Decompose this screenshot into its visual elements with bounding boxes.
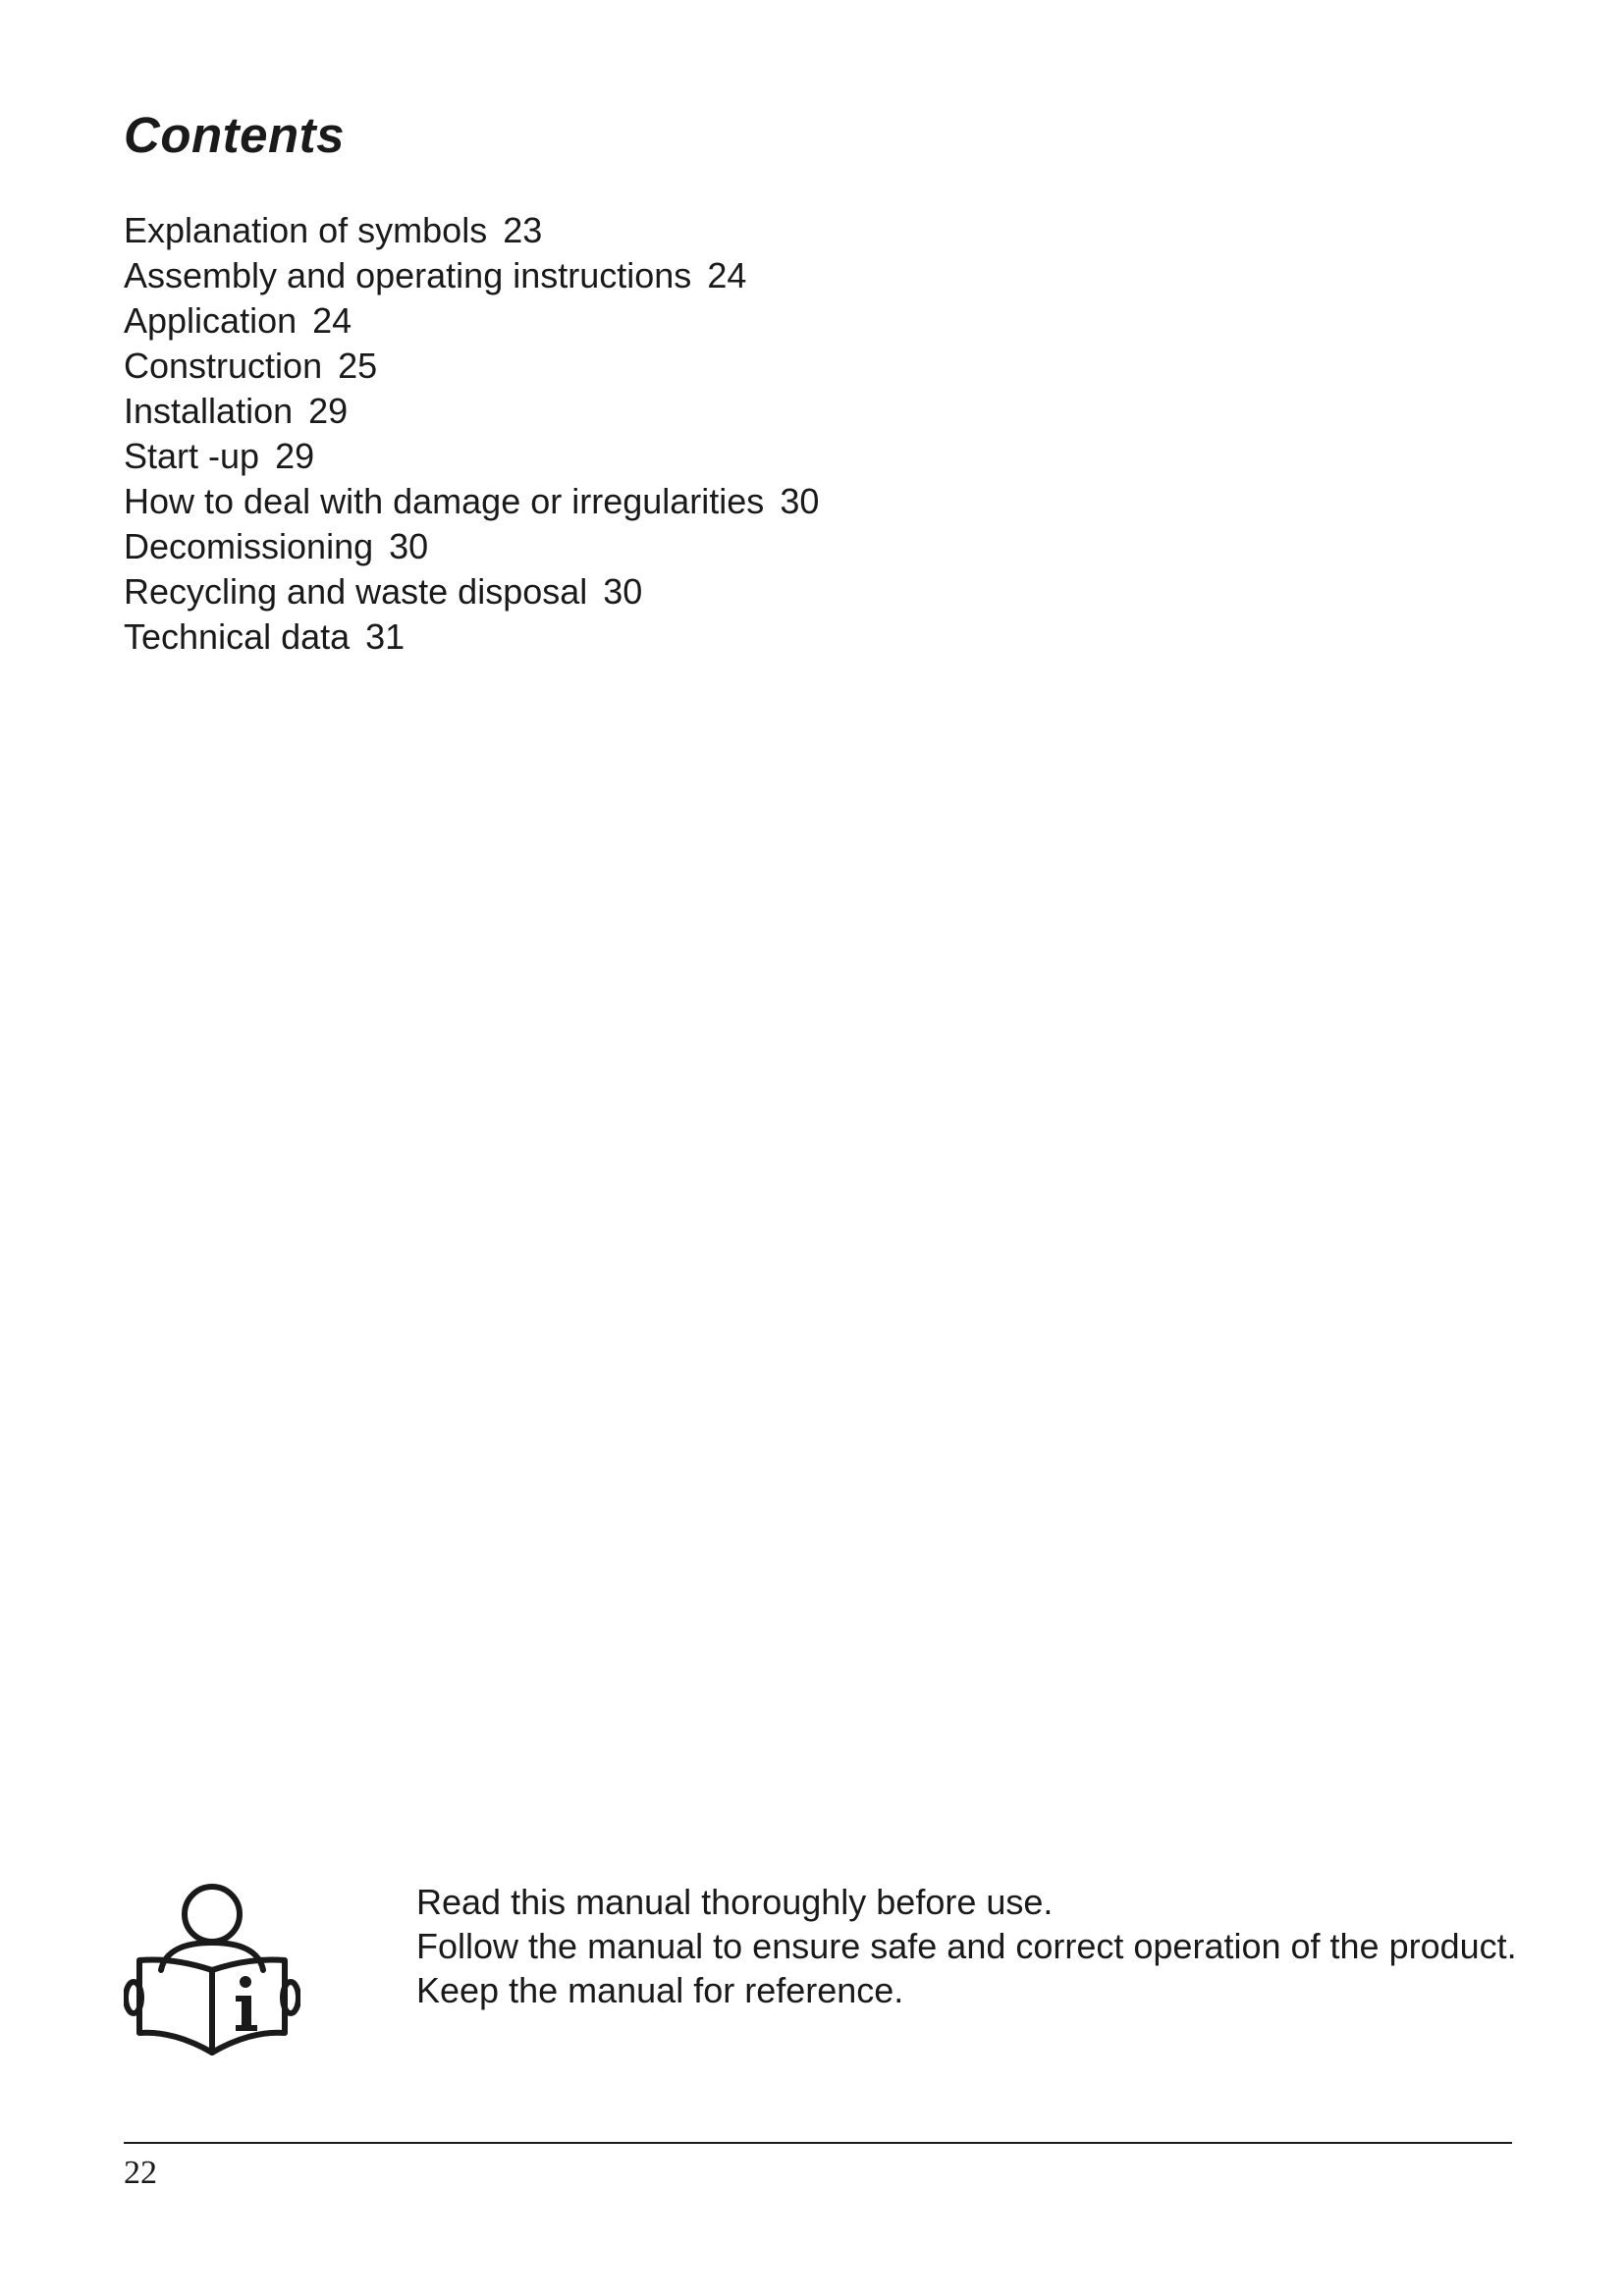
toc-item bbox=[124, 344, 819, 389]
toc-item-label: How to deal with damage or irregularities bbox=[124, 481, 765, 521]
toc-item-label: Technical data bbox=[124, 616, 351, 657]
toc-item-label: Start -up bbox=[124, 436, 260, 476]
toc-item-label: Installation bbox=[124, 391, 294, 431]
toc-item bbox=[124, 434, 819, 479]
notice-line: Follow the manual to ensure safe and correct operation of the product. bbox=[416, 1926, 1517, 1966]
read-manual-notice bbox=[124, 1880, 1538, 2066]
notice-text bbox=[416, 1880, 1517, 2012]
toc-item bbox=[124, 569, 819, 614]
toc-item-label: Application bbox=[124, 300, 298, 341]
page-number: 22 bbox=[124, 2155, 157, 2191]
toc-item-page: 24 bbox=[312, 300, 352, 341]
toc-item-label: Explanation of symbols bbox=[124, 210, 488, 250]
read-manual-icon bbox=[124, 1880, 300, 2066]
toc-item-page: 25 bbox=[338, 346, 378, 386]
toc-item-page: 30 bbox=[389, 526, 429, 566]
notice-line: Keep the manual for reference. bbox=[416, 1970, 904, 2010]
toc-item-label: Construction bbox=[124, 346, 323, 386]
toc-item bbox=[124, 298, 819, 344]
toc-item bbox=[124, 524, 819, 569]
toc-item-page: 23 bbox=[503, 210, 543, 250]
toc-item bbox=[124, 614, 819, 660]
footer-divider bbox=[124, 2142, 1512, 2144]
table-of-contents bbox=[124, 208, 819, 660]
toc-item-page: 29 bbox=[275, 436, 315, 476]
toc-item-page: 30 bbox=[780, 481, 820, 521]
toc-item bbox=[124, 479, 819, 524]
toc-item-page: 24 bbox=[707, 255, 747, 295]
toc-item-label: Assembly and operating instructions bbox=[124, 255, 692, 295]
toc-item-label: Recycling and waste disposal bbox=[124, 571, 588, 612]
page-title: Contents bbox=[124, 107, 345, 163]
toc-item bbox=[124, 208, 819, 253]
notice-line: Read this manual thoroughly before use. bbox=[416, 1882, 1054, 1922]
toc-item-page: 31 bbox=[365, 616, 406, 657]
toc-item-page: 29 bbox=[308, 391, 349, 431]
toc-item bbox=[124, 253, 819, 298]
toc-item-label: Decomissioning bbox=[124, 526, 374, 566]
toc-item-page: 30 bbox=[603, 571, 643, 612]
toc-item bbox=[124, 389, 819, 434]
